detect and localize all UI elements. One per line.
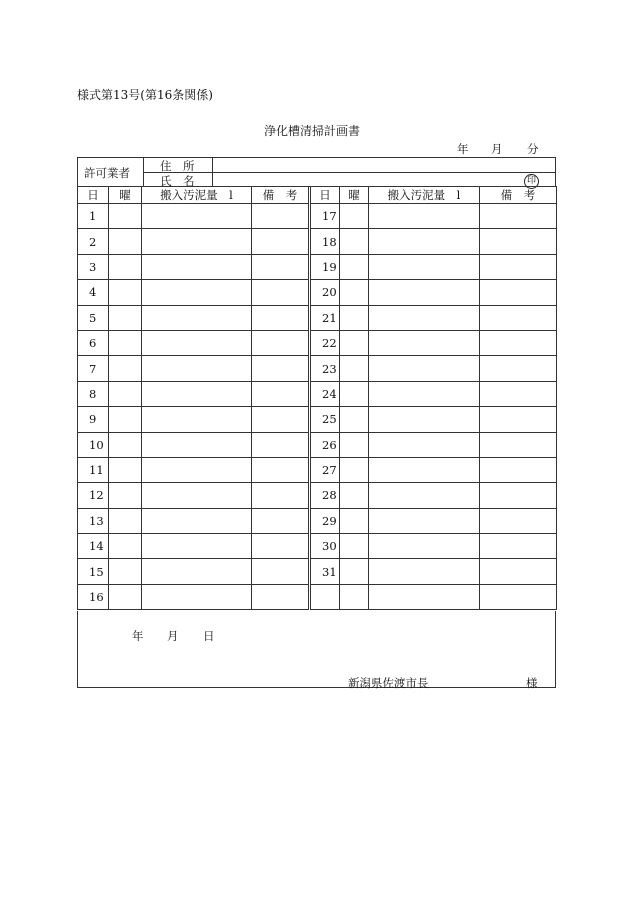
remarks-cell [252,483,310,508]
weekday-cell [109,280,142,305]
header-day: 日 [78,187,109,204]
remarks-cell-right [480,559,557,584]
remarks-cell [252,407,310,432]
table-row [78,508,557,533]
day-number-left: 11 [78,457,109,482]
weekday-cell-right [340,483,369,508]
weekday-cell [109,508,142,533]
table-row [78,229,557,254]
remarks-cell-right [480,229,557,254]
footer-day: 日 [203,629,215,643]
table-row [78,432,557,457]
day-number-right: 30 [310,534,340,559]
licensee-label: 許可業者 [84,166,130,180]
table-row [78,457,557,482]
weekday-cell [109,407,142,432]
remarks-cell-right [480,407,557,432]
remarks-cell [252,280,310,305]
sludge-cell-right [369,534,480,559]
sludge-cell-right [369,559,480,584]
weekday-cell-right [340,229,369,254]
sludge-cell-right [369,305,480,330]
sludge-cell [142,330,252,355]
remarks-cell [252,432,310,457]
remarks-cell-right [480,432,557,457]
sludge-cell [142,508,252,533]
header-sludge: 搬入汚泥量 l [142,187,252,204]
sludge-cell [142,280,252,305]
day-number-left: 16 [78,584,109,609]
header-row [78,187,557,204]
sludge-cell-right [369,356,480,381]
period-month: 月 [491,142,503,156]
day-number-left: 2 [78,229,109,254]
day-number-right: 23 [310,356,340,381]
footer-year: 年 [132,629,144,643]
sludge-cell [142,356,252,381]
weekday-cell [109,584,142,609]
sludge-cell-right [369,432,480,457]
footer-month: 月 [167,629,179,643]
weekday-cell-right [340,508,369,533]
day-number-left: 14 [78,534,109,559]
weekday-cell [109,204,142,229]
header-weekday-right: 曜 [340,187,369,204]
sludge-cell [142,381,252,406]
sludge-cell-right [369,254,480,279]
day-number-right: 24 [310,381,340,406]
day-number-left: 3 [78,254,109,279]
remarks-cell-right [480,508,557,533]
day-number-left: 8 [78,381,109,406]
honorific: 様 [526,676,538,690]
table-row [78,483,557,508]
table-row [78,356,557,381]
weekday-cell [109,305,142,330]
schedule-table [77,186,557,610]
weekday-cell [109,483,142,508]
sludge-cell [142,534,252,559]
sludge-cell [142,305,252,330]
day-number-left: 15 [78,559,109,584]
remarks-cell [252,229,310,254]
sludge-cell [142,432,252,457]
sludge-cell-right [369,381,480,406]
header-day-right: 日 [310,187,340,204]
sludge-cell [142,584,252,609]
day-number-right: 27 [310,457,340,482]
weekday-cell [109,381,142,406]
weekday-cell [109,356,142,381]
addressee: 新潟県佐渡市長 [348,676,429,690]
remarks-cell-right [480,305,557,330]
sludge-cell [142,407,252,432]
remarks-cell [252,204,310,229]
header-remarks-right: 備 考 [480,187,557,204]
sludge-cell-right [369,330,480,355]
sludge-cell [142,229,252,254]
weekday-cell-right [340,534,369,559]
address-label: 住 所 [160,159,195,173]
remarks-cell [252,508,310,533]
weekday-cell-right [340,305,369,330]
day-number-left: 7 [78,356,109,381]
day-number-left: 13 [78,508,109,533]
remarks-cell-right [480,483,557,508]
licensee-divider-h [143,172,556,173]
table-row [78,381,557,406]
sludge-cell-right [369,407,480,432]
weekday-cell [109,534,142,559]
form-number: 様式第13号(第16条関係) [77,88,213,102]
remarks-cell [252,559,310,584]
table-row [78,534,557,559]
sludge-cell [142,457,252,482]
weekday-cell-right [340,584,369,609]
day-number-right: 25 [310,407,340,432]
remarks-cell-right [480,584,557,609]
weekday-cell-right [340,254,369,279]
weekday-cell-right [340,559,369,584]
weekday-cell [109,457,142,482]
sludge-cell-right [369,483,480,508]
day-number-left: 10 [78,432,109,457]
day-number-left: 9 [78,407,109,432]
day-number-right: 17 [310,204,340,229]
sludge-cell [142,204,252,229]
day-number-left: 6 [78,330,109,355]
header-weekday: 曜 [109,187,142,204]
sludge-cell-right [369,204,480,229]
table-row [78,204,557,229]
day-number-right: 31 [310,559,340,584]
day-number-left: 12 [78,483,109,508]
remarks-cell [252,330,310,355]
day-number-right: 29 [310,508,340,533]
table-row [78,407,557,432]
remarks-cell [252,356,310,381]
remarks-cell-right [480,280,557,305]
weekday-cell-right [340,204,369,229]
day-number-left: 5 [78,305,109,330]
day-number-left: 1 [78,204,109,229]
day-number-right: 21 [310,305,340,330]
remarks-cell-right [480,254,557,279]
table-row [78,330,557,355]
weekday-cell-right [340,381,369,406]
table-row [78,584,557,609]
weekday-cell-right [340,432,369,457]
sludge-cell-right [369,508,480,533]
period-suffix: 分 [527,142,539,156]
weekday-cell [109,559,142,584]
day-number-right: 19 [310,254,340,279]
weekday-cell [109,330,142,355]
remarks-cell-right [480,330,557,355]
remarks-cell [252,534,310,559]
remarks-cell-right [480,534,557,559]
day-number-right [310,584,340,609]
sludge-cell-right [369,229,480,254]
remarks-cell [252,305,310,330]
table-row [78,254,557,279]
sludge-cell [142,254,252,279]
weekday-cell-right [340,356,369,381]
seal-mark: 印 [524,174,539,189]
footer-box [77,611,556,688]
header-remarks: 備 考 [252,187,310,204]
remarks-cell-right [480,356,557,381]
day-number-right: 26 [310,432,340,457]
period-year: 年 [457,142,469,156]
day-number-right: 22 [310,330,340,355]
sludge-cell [142,559,252,584]
day-number-right: 20 [310,280,340,305]
remarks-cell-right [480,457,557,482]
sludge-cell-right [369,457,480,482]
weekday-cell-right [340,280,369,305]
sludge-cell [142,483,252,508]
remarks-cell-right [480,381,557,406]
table-row [78,280,557,305]
document-title: 浄化槽清掃計画書 [264,124,361,138]
weekday-cell [109,229,142,254]
day-number-left: 4 [78,280,109,305]
remarks-cell [252,381,310,406]
remarks-cell [252,584,310,609]
remarks-cell [252,457,310,482]
day-number-right: 18 [310,229,340,254]
weekday-cell [109,254,142,279]
day-number-right: 28 [310,483,340,508]
sludge-cell-right [369,584,480,609]
remarks-cell-right [480,204,557,229]
sludge-cell-right [369,280,480,305]
table-row [78,305,557,330]
weekday-cell-right [340,457,369,482]
weekday-cell-right [340,407,369,432]
table-row [78,559,557,584]
header-sludge-right: 搬入汚泥量 l [369,187,480,204]
weekday-cell-right [340,330,369,355]
name-label: 氏 名 [160,174,195,188]
weekday-cell [109,432,142,457]
remarks-cell [252,254,310,279]
